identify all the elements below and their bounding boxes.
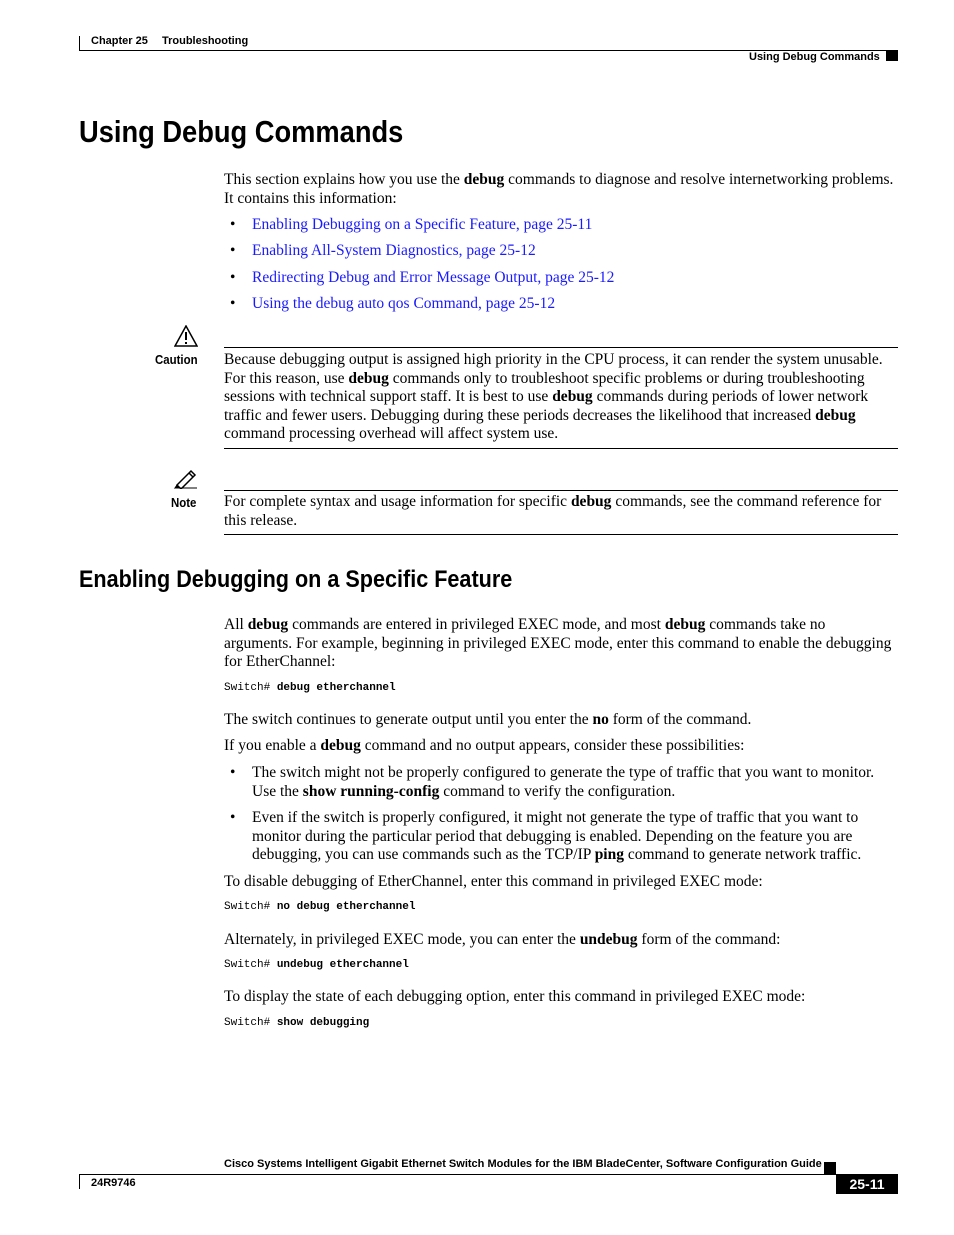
paragraph: Alternately, in privileged EXEC mode, you can enter the undebug form of the command: — [224, 931, 781, 948]
page-number: 25-11 — [836, 1174, 898, 1194]
header-chapter-title: Troubleshooting — [162, 35, 249, 47]
footer-title: Cisco Systems Intelligent Gigabit Ethernet Switch Modules for the IBM BladeCenter, Software Configuration Guide — [224, 1158, 822, 1170]
footer-marker — [824, 1162, 836, 1174]
list-item: The switch might not be properly configured to generate the type of traffic that you want to monitor. Use the show running-config command to verify the configuration. — [252, 764, 875, 800]
code-example: Switch# show debugging — [224, 1017, 370, 1029]
paragraph: To disable debugging of EtherChannel, enter this command in privileged EXEC mode: — [224, 873, 763, 890]
code-example: Switch# undebug etherchannel — [224, 959, 409, 971]
footer-doc-number: 24R9746 — [91, 1177, 136, 1189]
list-item: Even if the switch is properly configured, it might not generate the type of traffic that you want to monitor during the particular period that debugging is enabled. Depending on the feature you are debugging, you can use commands such as the TCP/IP ping command to generate network traffic. — [252, 809, 862, 864]
paragraph: If you enable a debug command and no output appears, consider these possibilities: — [224, 737, 745, 754]
intro-paragraph: This section explains how you use the debug commands to diagnose and resolve internetworking problems. It contains this information: — [224, 171, 894, 207]
caution-bottom-rule — [224, 448, 898, 449]
caution-top-rule — [224, 347, 898, 348]
paragraph: All debug commands are entered in privileged EXEC mode, and most debug commands take no arguments. For example, beginning in privileged EXEC mode, enter this command to enable the debugging for EtherChannel: — [224, 616, 892, 671]
bullet-marker: • — [230, 216, 236, 233]
link-redirecting-output[interactable]: Redirecting Debug and Error Message Output, page 25-12 — [252, 269, 615, 286]
bullet-marker: • — [230, 295, 236, 312]
bullet-marker: • — [230, 269, 236, 286]
link-debug-auto-qos[interactable]: Using the debug auto qos Command, page 25-12 — [252, 295, 556, 312]
code-example: Switch# debug etherchannel — [224, 682, 396, 694]
bullet-marker: • — [230, 764, 236, 781]
code-example: Switch# no debug etherchannel — [224, 901, 416, 913]
header-marker — [886, 51, 898, 61]
header-section: Using Debug Commands — [749, 51, 880, 63]
note-bottom-rule — [224, 534, 898, 535]
caution-text: Because debugging output is assigned high priority in the CPU process, it can render the system unusable. For this reason, use debug commands only to troubleshoot specific problems or during troubleshooting sessions with technical support staff. It is best to use debug commands during periods of lower network traffic and fewer users. Debugging during these periods decreases the likelihood that increased debug command processing overhead will affect system use. — [224, 351, 883, 443]
note-label: Note — [171, 495, 197, 510]
caution-icon — [174, 325, 198, 347]
section-heading: Enabling Debugging on a Specific Feature — [79, 566, 513, 593]
header-left-rule — [79, 36, 80, 50]
note-top-rule — [224, 490, 898, 491]
bullet-marker: • — [230, 809, 236, 826]
link-all-system-diagnostics[interactable]: Enabling All-System Diagnostics, page 25-12 — [252, 242, 536, 259]
page-title: Using Debug Commands — [79, 114, 404, 149]
footer-rule — [79, 1174, 836, 1175]
caution-label: Caution — [155, 352, 198, 367]
paragraph: The switch continues to generate output until you enter the no form of the command. — [224, 711, 752, 728]
link-enabling-debugging[interactable]: Enabling Debugging on a Specific Feature, page 25-11 — [252, 216, 593, 233]
paragraph: To display the state of each debugging option, enter this command in privileged EXEC mode: — [224, 988, 806, 1005]
bullet-marker: • — [230, 242, 236, 259]
note-text: For complete syntax and usage information for specific debug commands, see the command reference for this release. — [224, 493, 882, 529]
footer-left-rule — [79, 1174, 80, 1189]
header-chapter: Chapter 25 — [91, 35, 148, 47]
pencil-icon — [173, 467, 199, 489]
